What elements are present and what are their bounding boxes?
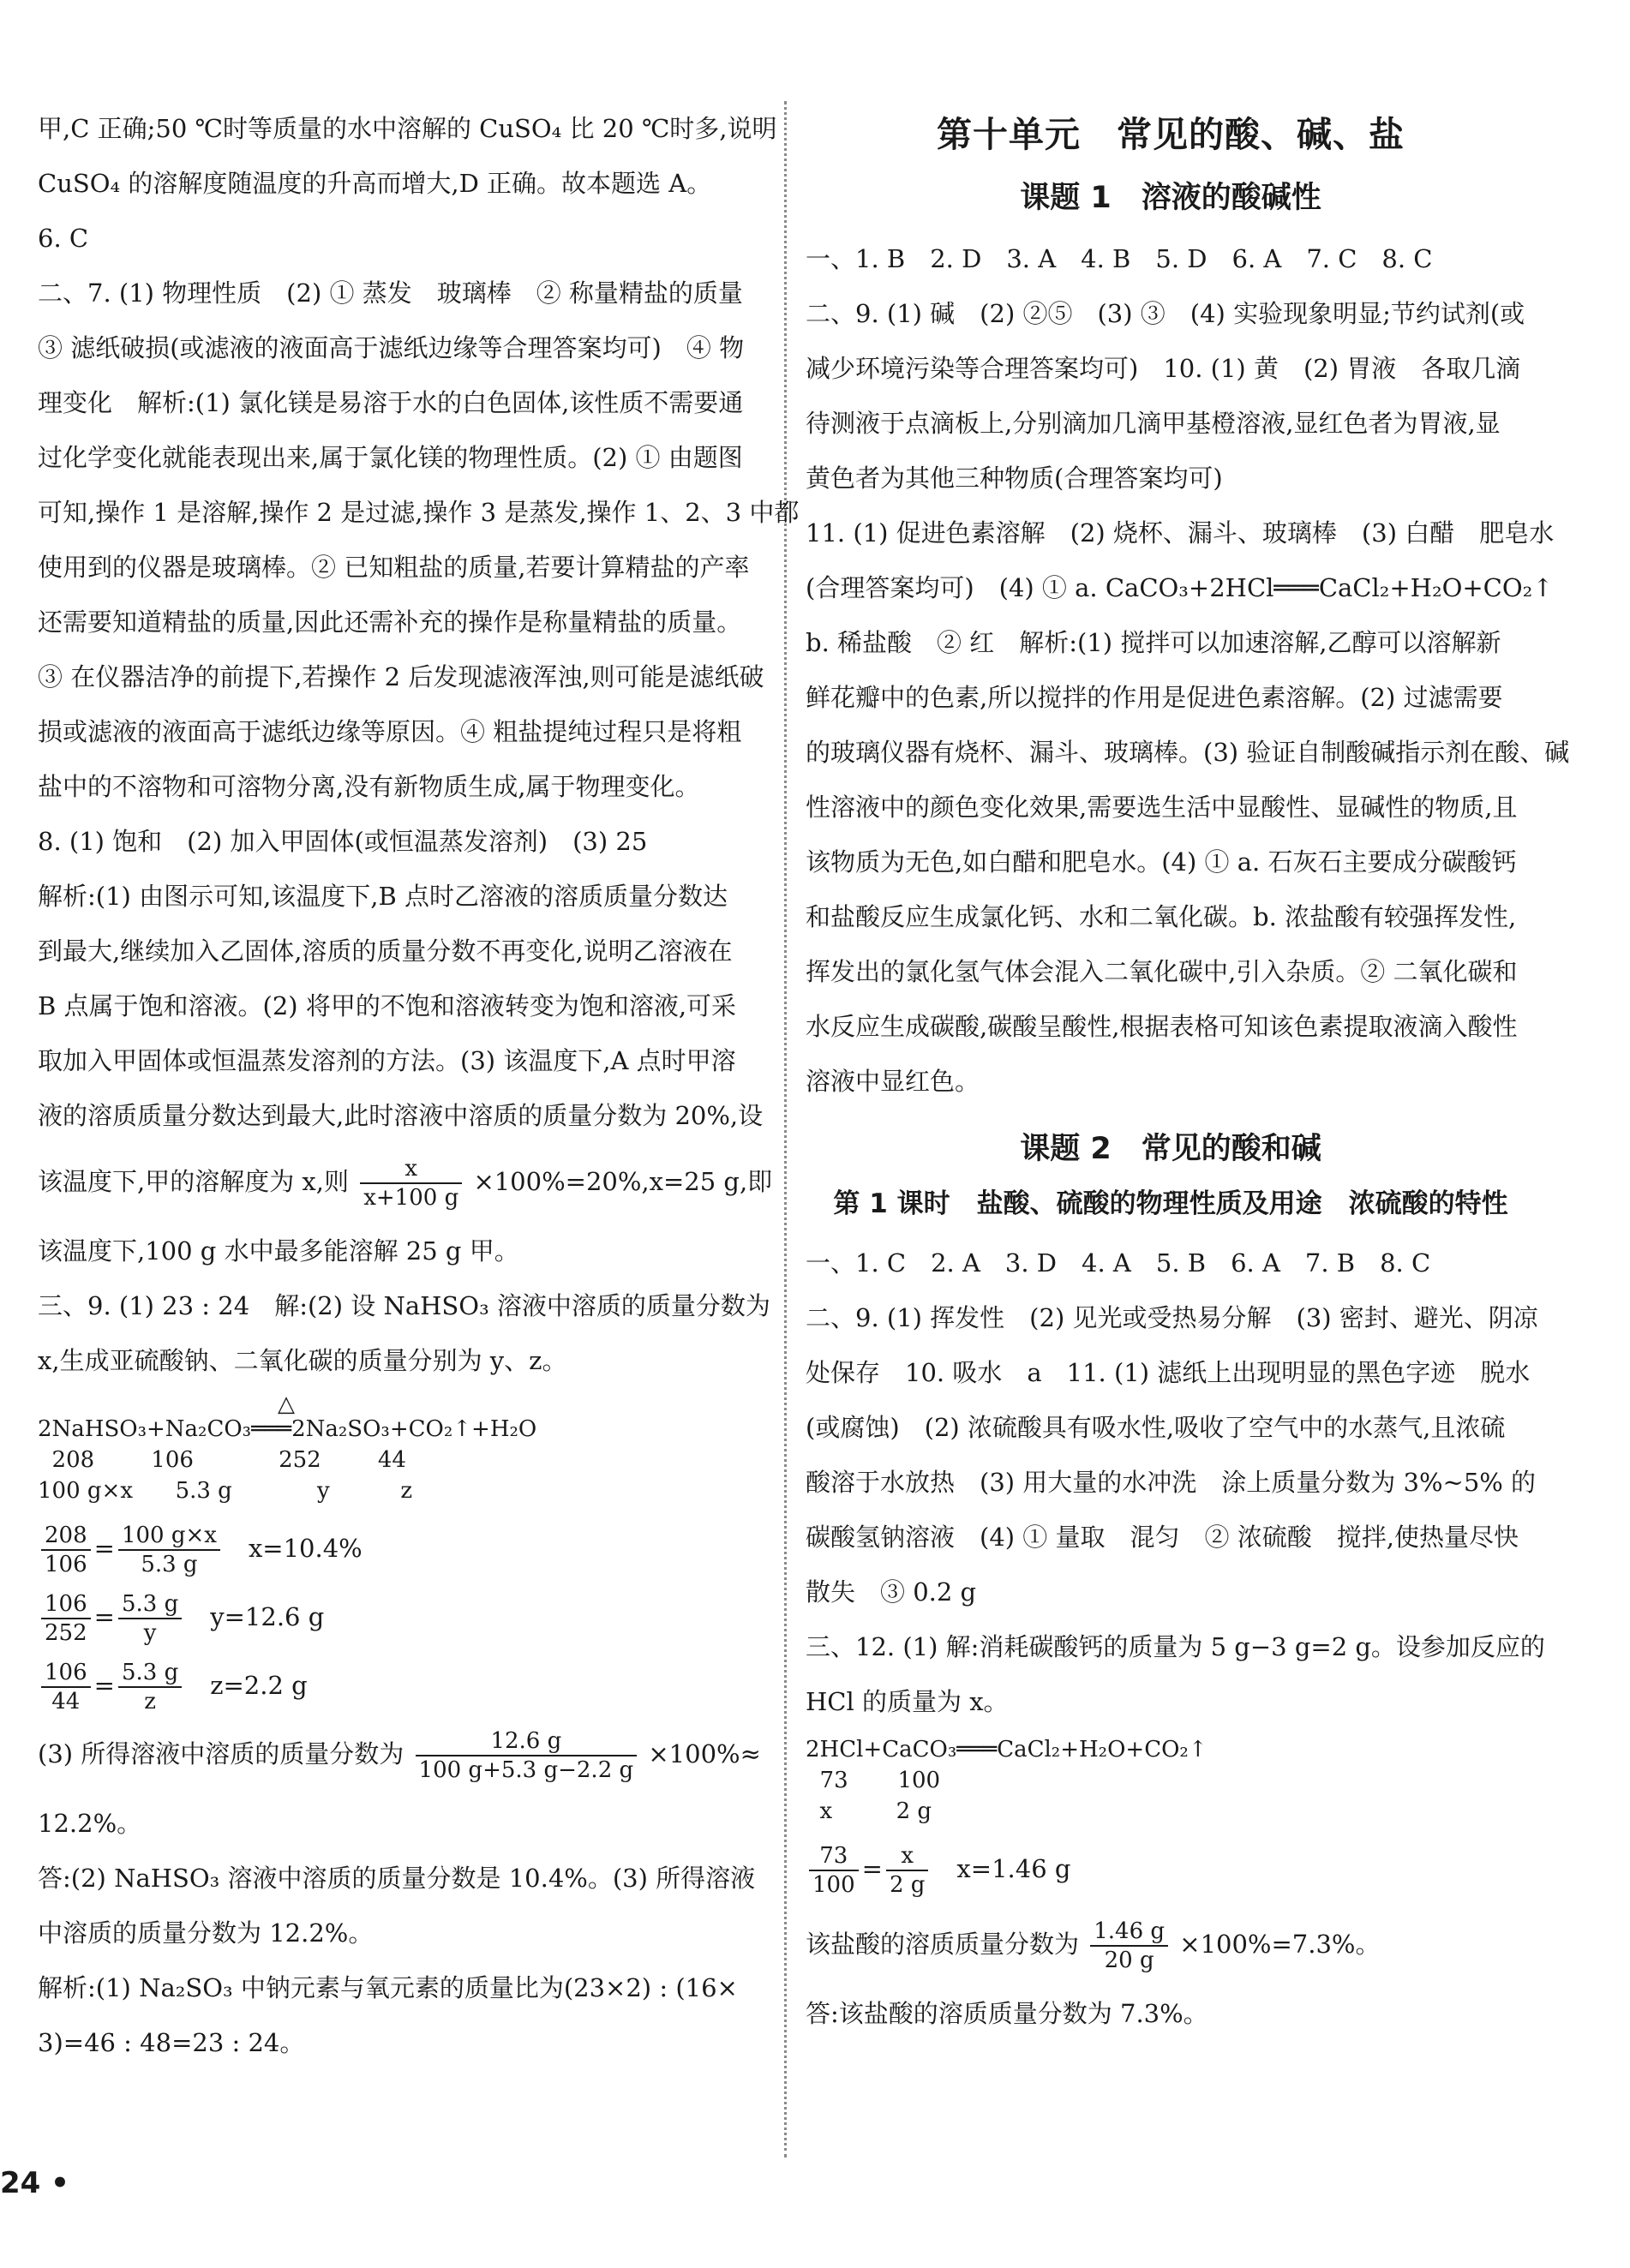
ratio-denominator: 252 [45, 1620, 87, 1646]
text-line: 三、12. (1) 解:消耗碳酸钙的质量为 5 g−3 g=2 g。设参加反应的 [806, 1632, 1545, 1661]
text-line: 二、7. (1) 物理性质 (2) ① 蒸发 玻璃棒 ② 称量精盐的质量 [38, 278, 743, 308]
reaction-given: x 2 g [806, 1798, 932, 1824]
fraction-prefix: 该盐酸的溶质质量分数为 [806, 1930, 1080, 1959]
text-line: 解析:(1) Na₂SO₃ 中钠元素与氧元素的质量比为(23×2) : (16× [38, 1973, 738, 2002]
text-line: ③ 在仪器洁净的前提下,若操作 2 后发现滤液浑浊,则可能是滤纸破 [38, 662, 764, 691]
ratio-left [41, 1659, 91, 1715]
ratio-denominator: y [143, 1620, 157, 1646]
reaction-masses: 208 106 252 44 [38, 1447, 406, 1473]
text-line: 挥发出的氯化氢气体会混入二氧化碳中,引入杂质。② 二氧化碳和 [806, 957, 1518, 986]
text-line: 取加入甲固体或恒温蒸发溶剂的方法。(3) 该温度下,A 点时甲溶 [38, 1046, 736, 1075]
text-line: 12.2%。 [38, 1809, 142, 1838]
text-line: 溶液中显红色。 [806, 1067, 980, 1096]
fraction [360, 1155, 462, 1212]
text-line: 还需要知道精盐的质量,因此还需补充的操作是称量精盐的质量。 [38, 607, 742, 637]
text-line: B 点属于饱和溶液。(2) 将甲的不饱和溶液转变为饱和溶液,可采 [38, 991, 737, 1020]
ratio-denominator: 44 [51, 1689, 81, 1714]
ratio-left [41, 1522, 91, 1578]
ratio-numerator: x [886, 1842, 928, 1871]
chemical-equation-block [38, 1391, 764, 1506]
ratio-denominator: 5.3 g [141, 1552, 198, 1577]
text-line: 一、1. C 2. A 3. D 4. A 5. B 6. A 7. B 8. C [806, 1248, 1431, 1278]
fraction-numerator: 12.6 g [416, 1727, 638, 1756]
ratio-result: z=2.2 g [210, 1671, 308, 1700]
text-line: 盐中的不溶物和可溶物分离,没有新物质生成,属于物理变化。 [38, 772, 700, 801]
fraction-denominator: 20 g [1104, 1948, 1154, 1973]
ratio-numerator: 73 [809, 1842, 859, 1871]
text-line: 3)=46 : 48=23 : 24。 [38, 2028, 305, 2057]
solubility-fraction-line [38, 1155, 773, 1212]
fraction-prefix: 该温度下,甲的溶解度为 x,则 [38, 1167, 350, 1196]
ratio-numerator: 106 [41, 1659, 91, 1688]
text-line: 甲,C 正确;50 ℃时等质量的水中溶解的 CuSO₄ 比 20 ℃时多,说明 [38, 114, 777, 143]
text-line: b. 稀盐酸 ② 红 解析:(1) 搅拌可以加速溶解,乙醇可以溶解新 [806, 628, 1501, 657]
reaction-masses: 73 100 [806, 1768, 941, 1793]
text-line: 理变化 解析:(1) 氯化镁是易溶于水的白色固体,该性质不需要通 [38, 388, 744, 417]
text-line: 损或滤液的液面高于滤纸边缘等原因。④ 粗盐提纯过程只是将粗 [38, 717, 742, 746]
text-line: 二、9. (1) 碱 (2) ②⑤ (3) ③ (4) 实验现象明显;节约试剂(或 [806, 299, 1525, 328]
ratio-numerator: 106 [41, 1590, 91, 1619]
left-column [38, 101, 800, 2070]
text-line: 可知,操作 1 是溶解,操作 2 是过滤,操作 3 是蒸发,操作 1、2、3 中都 [38, 498, 800, 527]
ratio-left [809, 1842, 859, 1899]
text-line: 减少环境污染等合理答案均可) 10. (1) 黄 (2) 胃液 各取几滴 [806, 354, 1521, 383]
text-line: 液的溶质质量分数达到最大,此时溶液中溶质的质量分数为 20%,设 [38, 1101, 764, 1130]
ratio-right [118, 1659, 182, 1715]
text-line: HCl 的质量为 x。 [806, 1687, 1009, 1716]
fraction [1090, 1918, 1168, 1974]
right-column [806, 94, 1570, 2041]
text-line: 答:(2) NaHSO₃ 溶液中溶质的质量分数是 10.4%。(3) 所得溶液 [38, 1864, 756, 1893]
ratio-right [886, 1842, 928, 1899]
ratio-numerator: 100 g×x [118, 1522, 220, 1551]
text-line: 散失 ③ 0.2 g [806, 1577, 977, 1607]
fraction-suffix: ×100%≈ [648, 1739, 761, 1768]
text-line: 中溶质的质量分数为 12.2%。 [38, 1918, 374, 1948]
text-line: 8. (1) 饱和 (2) 加入甲固体(或恒温蒸发溶剂) (3) 25 [38, 827, 648, 856]
text-line: (或腐蚀) (2) 浓硫酸具有吸水性,吸收了空气中的水蒸气,且浓硫 [806, 1413, 1506, 1442]
text-line: 水反应生成碳酸,碳酸呈酸性,根据表格可知该色素提取液滴入酸性 [806, 1012, 1518, 1041]
ratio-denominator: z [144, 1689, 156, 1714]
text-line: 6. C [38, 224, 89, 253]
text-line: 鲜花瓣中的色素,所以搅拌的作用是促进色素溶解。(2) 过滤需要 [806, 683, 1503, 712]
ratio-result: x=1.46 g [956, 1854, 1071, 1883]
lesson-title: 课题 2 常见的酸和碱 [1020, 1132, 1321, 1166]
text-line: 的玻璃仪器有烧杯、漏斗、玻璃棒。(3) 验证自制酸碱指示剂在酸、碱 [806, 738, 1570, 767]
text-line: 过化学变化就能表现出来,属于氯化镁的物理性质。(2) ① 由题图 [38, 443, 743, 472]
text-line: 使用到的仪器是玻璃棒。② 已知粗盐的质量,若要计算精盐的产率 [38, 553, 750, 582]
ratio-left [41, 1590, 91, 1647]
ratio-line: $\frac{106}{252}$ = $\frac{5.3 g}{y}$ y=12.6 g [38, 1590, 764, 1647]
ratio-denominator: 100 [812, 1872, 855, 1898]
ratio-denominator: 2 g [889, 1872, 926, 1898]
text-line: 二、9. (1) 挥发性 (2) 见光或受热易分解 (3) 密封、避光、阴凉 [806, 1303, 1538, 1332]
ratio-result: x=10.4% [248, 1534, 363, 1563]
fraction-suffix: ×100%=7.3%。 [1179, 1930, 1381, 1959]
ratio-right [118, 1522, 220, 1578]
mass-fraction-line [38, 1727, 764, 1784]
text-line: 一、1. B 2. D 3. A 4. B 5. D 6. A 7. C 8. C [806, 244, 1433, 273]
text-line: 该物质为无色,如白醋和肥皂水。(4) ① a. 石灰石主要成分碳酸钙 [806, 847, 1517, 877]
text-line: (合理答案均可) (4) ① a. CaCO₃+2HCl═══CaCl₂+H₂O+CO₂↑ [806, 573, 1554, 602]
fraction [416, 1727, 638, 1784]
hcl-fraction-line [806, 1918, 1536, 1974]
ratio-line: $\frac{208}{106}$ = $\frac{100 g\times x}{5.3 g}$ x=10.4% [38, 1522, 764, 1578]
column-divider [784, 101, 787, 2157]
ratio-denominator: 106 [45, 1552, 87, 1577]
ratio-line: $\frac{73}{100}$ = $\frac{x}{2 g}$ x=1.46 g [806, 1842, 1536, 1899]
lesson-title: 课题 1 溶液的酸碱性 [1020, 181, 1321, 215]
text-line: 解析:(1) 由图示可知,该温度下,B 点时乙溶液的溶质质量分数达 [38, 882, 728, 911]
ratio-line: $\frac{106}{44}$ = $\frac{5.3 g}{z}$ z=2.2 g [38, 1659, 764, 1715]
text-line: CuSO₄ 的溶解度随温度的升高而增大,D 正确。故本题选 A。 [38, 169, 712, 198]
ratio-numerator: 208 [41, 1522, 91, 1551]
page-number: 24 • [0, 2166, 69, 2200]
text-line: 黄色者为其他三种物质(合理答案均可) [806, 464, 1223, 493]
ratio-right [118, 1590, 182, 1647]
fraction-prefix: (3) 所得溶液中溶质的质量分数为 [38, 1739, 405, 1768]
text-line: 待测液于点滴板上,分别滴加几滴甲基橙溶液,显红色者为胃液,显 [806, 409, 1501, 438]
fraction-denominator: x+100 g [363, 1185, 459, 1211]
chemical-equation-block [806, 1734, 1536, 1827]
ratio-result: y=12.6 g [210, 1602, 325, 1631]
text-line: 酸溶于水放热 (3) 用大量的水冲洗 涂上质量分数为 3%~5% 的 [806, 1468, 1537, 1497]
fraction-suffix: ×100%=20%,x=25 g,即 [473, 1167, 773, 1196]
reaction-formula: 2NaHSO₃+Na₂CO₃═══2Na₂SO₃+CO₂↑+H₂O [38, 1416, 537, 1442]
fraction-numerator: 1.46 g [1090, 1918, 1168, 1947]
period-title: 第 1 课时 盐酸、硫酸的物理性质及用途 浓硫酸的特性 [833, 1188, 1508, 1219]
text-line: 11. (1) 促进色素溶解 (2) 烧杯、漏斗、玻璃棒 (3) 白醋 肥皂水 [806, 518, 1555, 548]
text-line: 和盐酸反应生成氯化钙、水和二氧化碳。b. 浓盐酸有较强挥发性, [806, 902, 1517, 931]
text-line: ③ 滤纸破损(或滤液的液面高于滤纸边缘等合理答案均可) ④ 物 [38, 333, 745, 362]
text-line: 到最大,继续加入乙固体,溶质的质量分数不再变化,说明乙溶液在 [38, 937, 733, 966]
text-line: 答:该盐酸的溶质质量分数为 7.3%。 [806, 1999, 1208, 2028]
text-line: 碳酸氢钠溶液 (4) ① 量取 混匀 ② 浓硫酸 搅拌,使热量尽快 [806, 1523, 1519, 1552]
ratio-numerator: 5.3 g [118, 1659, 182, 1688]
text-line: x,生成亚硫酸钠、二氧化碳的质量分别为 y、z。 [38, 1346, 567, 1375]
reaction-given: 100 g×x 5.3 g y z [38, 1478, 413, 1504]
text-line: 性溶液中的颜色变化效果,需要选生活中显酸性、显碱性的物质,且 [806, 793, 1518, 822]
ratio-numerator: 5.3 g [118, 1590, 182, 1619]
text-line: 三、9. (1) 23 : 24 解:(2) 设 NaHSO₃ 溶液中溶质的质量分数为 [38, 1291, 770, 1320]
unit-title: 第十单元 常见的酸、碱、盐 [937, 114, 1405, 155]
reaction-formula: 2HCl+CaCO₃═══CaCl₂+H₂O+CO₂↑ [806, 1737, 1208, 1762]
reaction-condition: △ [278, 1391, 295, 1417]
fraction-denominator: 100 g+5.3 g−2.2 g [418, 1757, 634, 1783]
text-line: 处保存 10. 吸水 a 11. (1) 滤纸上出现明显的黑色字迹 脱水 [806, 1358, 1531, 1387]
text-line: 该温度下,100 g 水中最多能溶解 25 g 甲。 [38, 1236, 519, 1266]
fraction-numerator: x [360, 1155, 462, 1184]
